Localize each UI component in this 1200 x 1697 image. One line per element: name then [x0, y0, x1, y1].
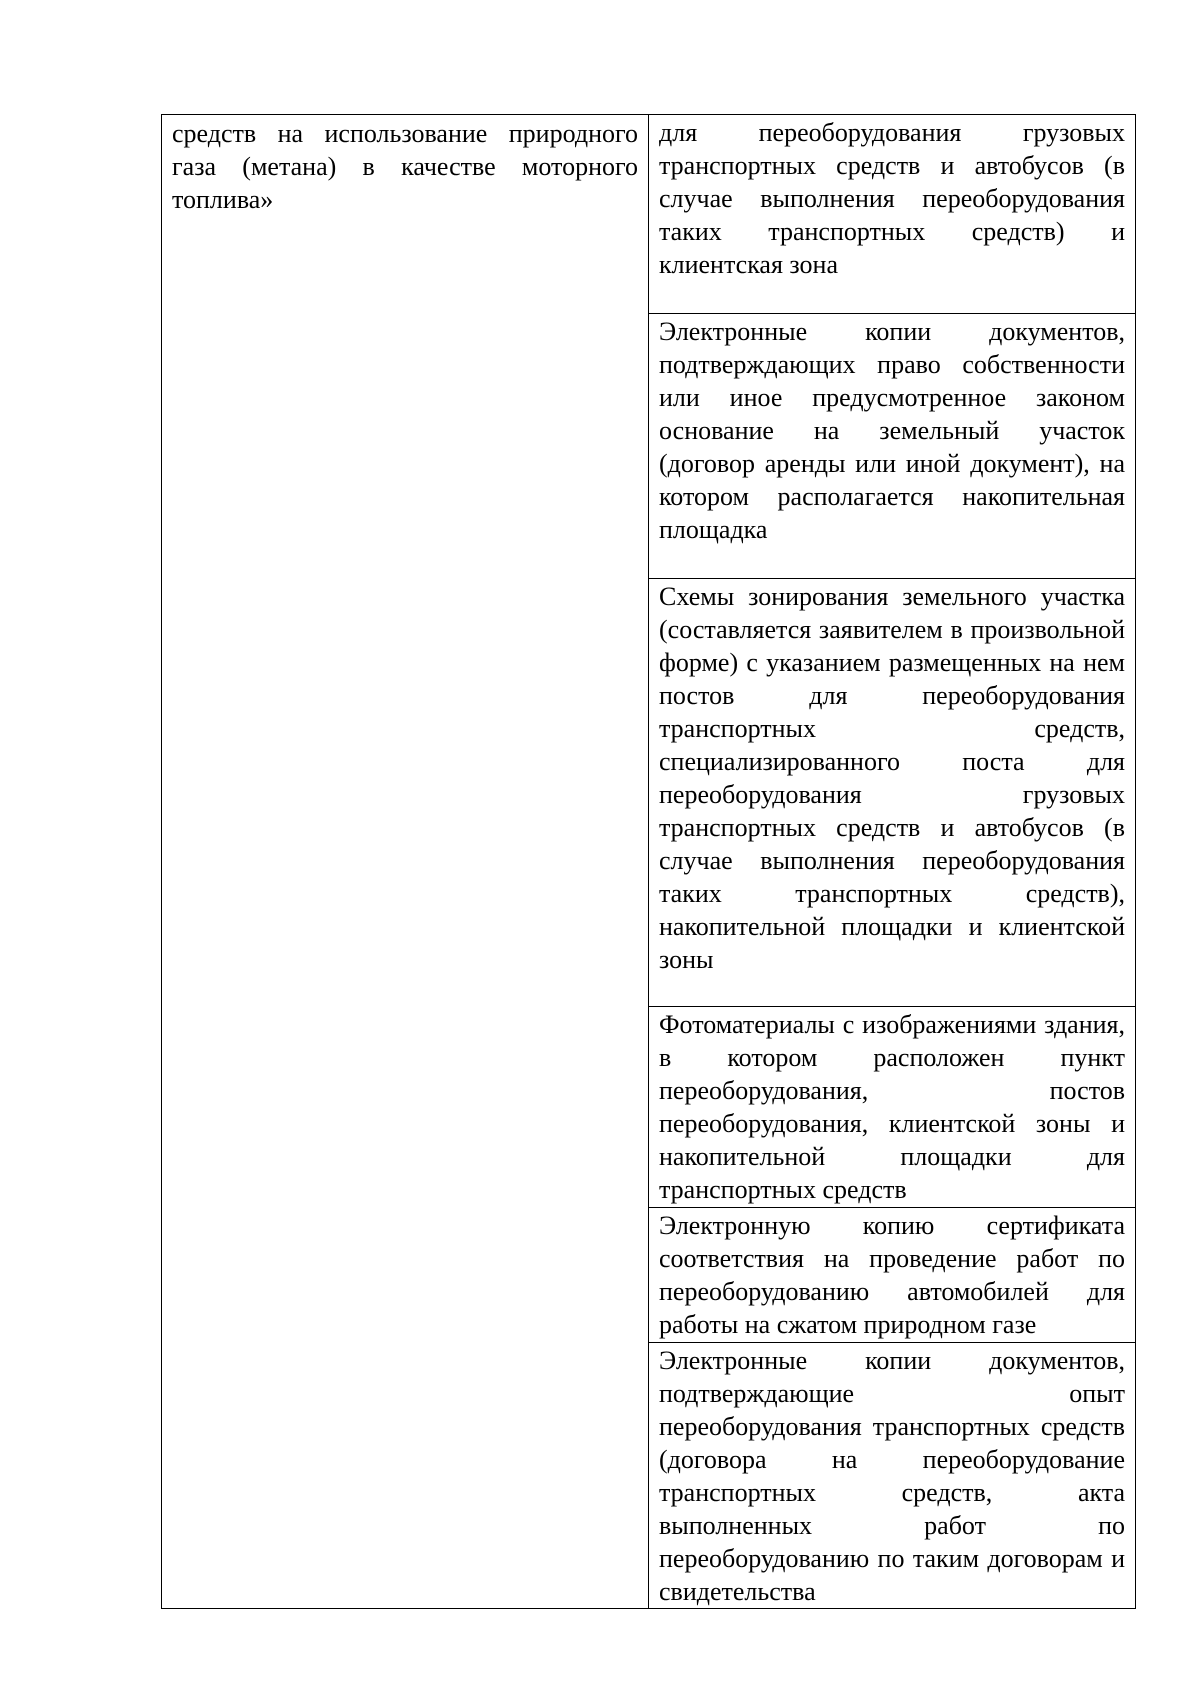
table-row — [162, 115, 1136, 314]
left-cell-subject: средств на использование природного газа (метана) в качестве моторного топлива» — [162, 115, 649, 1609]
requirements-table — [161, 114, 1136, 1609]
right-cell-3: Схемы зонирования земельного участка (составляется заявителем в произвольной форме) с указанием размещенных на нем постов для переоборудования транспортных средств, специализированного поста для переоборудования грузовых транспортных средств и автобусов (в случае выполнения переоборудования таких транспортных средств), накопительной площадки и клиентской зоны — [649, 579, 1136, 1007]
right-cell-5: Электронную копию сертификата соответствия на проведение работ по переоборудованию автомобилей для работы на сжатом природном газе — [649, 1208, 1136, 1343]
right-cell-1: для переоборудования грузовых транспортных средств и автобусов (в случае выполнения переоборудования таких транспортных средств) и клиентская зона — [649, 115, 1136, 314]
right-cell-4: Фотоматериалы с изображениями здания, в котором расположен пункт переоборудования, постов переоборудования, клиентской зоны и накопительной площадки для транспортных средств — [649, 1007, 1136, 1208]
right-cell-6: Электронные копии документов, подтверждающие опыт переоборудования транспортных средств (договора на переоборудование транспортных средств, акта выполненных работ по переоборудованию по таким договорам и свидетельства — [649, 1343, 1136, 1609]
right-cell-2: Электронные копии документов, подтверждающих право собственности или иное предусмотренное законом основание на земельный участок (договор аренды или иной документ), на котором располагается накопительная площадка — [649, 314, 1136, 579]
